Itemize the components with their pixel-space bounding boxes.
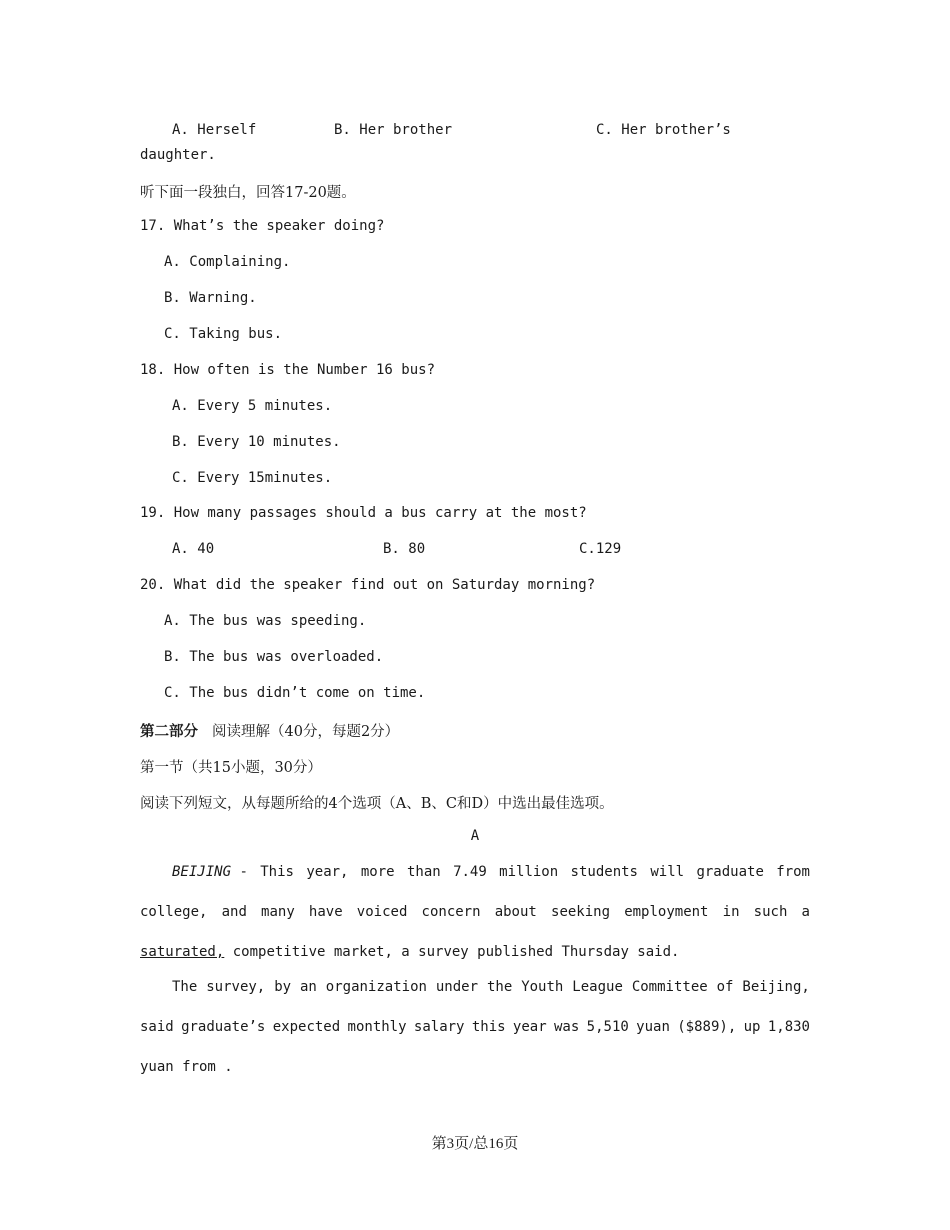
passage-word: than bbox=[406, 864, 441, 880]
passage-word: an bbox=[299, 979, 317, 995]
q17-option-a: A. Complaining. bbox=[164, 254, 291, 270]
passage-word: Beijing, bbox=[742, 979, 810, 995]
passage-word: more bbox=[360, 864, 395, 880]
passage-word: said bbox=[140, 1019, 174, 1035]
passage-word: from bbox=[776, 864, 810, 880]
q17-stem: 17. What’s the speaker doing? bbox=[140, 218, 385, 234]
passage-word: year bbox=[512, 1019, 547, 1035]
part2-heading bbox=[140, 720, 399, 741]
q17-option-c: C. Taking bus. bbox=[164, 326, 283, 342]
passage-word: and bbox=[221, 904, 247, 920]
passage-word: concern bbox=[421, 904, 481, 920]
passage-p1-line3 bbox=[140, 944, 679, 960]
page-footer: 第3页/总16页 bbox=[431, 1136, 519, 1152]
passage-word: by bbox=[274, 979, 292, 995]
passage-word: organization bbox=[325, 979, 427, 995]
passage-label: A bbox=[470, 828, 480, 844]
passage-word: a bbox=[801, 904, 810, 920]
passage-word: voiced bbox=[356, 904, 408, 920]
passage-word: League bbox=[572, 979, 623, 995]
q19-option-c: C.129 bbox=[579, 541, 622, 557]
part2-subtitle: 阅读理解（40分，每题2分） bbox=[212, 724, 400, 740]
q18-option-c: C. Every 15minutes. bbox=[172, 470, 333, 486]
q19-option-a: A. 40 bbox=[172, 541, 215, 557]
passage-word: Committee bbox=[631, 979, 708, 995]
q16-option-a: A. Herself bbox=[172, 122, 257, 138]
passage-word: graduate bbox=[696, 864, 764, 880]
passage-word: students bbox=[570, 864, 638, 880]
passage-word: year, bbox=[306, 864, 349, 880]
passage-p1-line3-rest: competitive market, a survey published Thursday said. bbox=[224, 944, 680, 960]
passage-word: 5,510 bbox=[586, 1019, 629, 1035]
q19-option-b: B. 80 bbox=[383, 541, 426, 557]
passage-word: have bbox=[308, 904, 343, 920]
passage-word: college, bbox=[140, 904, 208, 920]
passage-word: this bbox=[471, 1019, 506, 1035]
passage-word: yuan bbox=[636, 1019, 670, 1035]
passage-p2-line1 bbox=[140, 979, 810, 995]
passage-word: of bbox=[716, 979, 734, 995]
q16-option-b: B. Her brother bbox=[334, 122, 453, 138]
passage-p1-line1 bbox=[140, 864, 810, 880]
passage-word: 1,830 bbox=[767, 1019, 810, 1035]
passage-p2-line2 bbox=[140, 1019, 810, 1035]
q20-stem: 20. What did the speaker find out on Saturday morning? bbox=[140, 577, 596, 593]
passage-word: Youth bbox=[521, 979, 564, 995]
passage-p1-line2 bbox=[140, 904, 810, 920]
passage-word: ($889), bbox=[677, 1019, 737, 1035]
passage-word: was bbox=[554, 1019, 580, 1035]
passage-word: salary bbox=[413, 1019, 465, 1035]
passage-word: will bbox=[650, 864, 685, 880]
q18-stem: 18. How often is the Number 16 bus? bbox=[140, 362, 436, 378]
passage-word: many bbox=[261, 904, 295, 920]
passage-word: monthly bbox=[347, 1019, 407, 1035]
q18-option-a: A. Every 5 minutes. bbox=[172, 398, 333, 414]
passage-word: 7.49 bbox=[453, 864, 487, 880]
part2-title: 第二部分 bbox=[140, 723, 198, 740]
passage-word: about bbox=[494, 904, 537, 920]
passage-word: million bbox=[499, 864, 559, 880]
passage-word: survey, bbox=[206, 979, 266, 995]
section1-heading: 第一节（共15小题，30分） bbox=[140, 760, 322, 776]
passage-word: seeking bbox=[551, 904, 611, 920]
q20-option-a: A. The bus was speeding. bbox=[164, 613, 367, 629]
passage-word: such bbox=[753, 904, 788, 920]
passage-p2-line3: yuan from . bbox=[140, 1059, 233, 1075]
reading-instruction: 阅读下列短文，从每题所给的4个选项（A、B、C和D）中选出最佳选项。 bbox=[140, 796, 614, 812]
q20-option-c: C. The bus didn’t come on time. bbox=[164, 685, 426, 701]
passage-word: This bbox=[260, 864, 294, 880]
q16-option-c-continued: daughter. bbox=[140, 147, 216, 163]
underlined-word-saturated: saturated, bbox=[140, 944, 225, 960]
q19-stem: 19. How many passages should a bus carry at the most? bbox=[140, 505, 587, 521]
passage-word: employment bbox=[624, 904, 709, 920]
passage-word: up bbox=[743, 1019, 761, 1035]
q18-option-b: B. Every 10 minutes. bbox=[172, 434, 341, 450]
passage-word: under bbox=[435, 979, 479, 995]
q17-option-b: B. Warning. bbox=[164, 290, 257, 306]
q20-option-b: B. The bus was overloaded. bbox=[164, 649, 384, 665]
passage-word: BEIJING - bbox=[172, 864, 248, 880]
passage-word: in bbox=[722, 904, 740, 920]
passage-word: the bbox=[486, 979, 513, 995]
passage-word: graduate’s bbox=[181, 1019, 266, 1035]
q16-option-c: C. Her brother’s bbox=[596, 122, 731, 138]
passage-word: The bbox=[172, 979, 198, 995]
passage-word: expected bbox=[272, 1019, 341, 1035]
monologue-instruction: 听下面一段独白，回答17-20题。 bbox=[140, 185, 356, 201]
